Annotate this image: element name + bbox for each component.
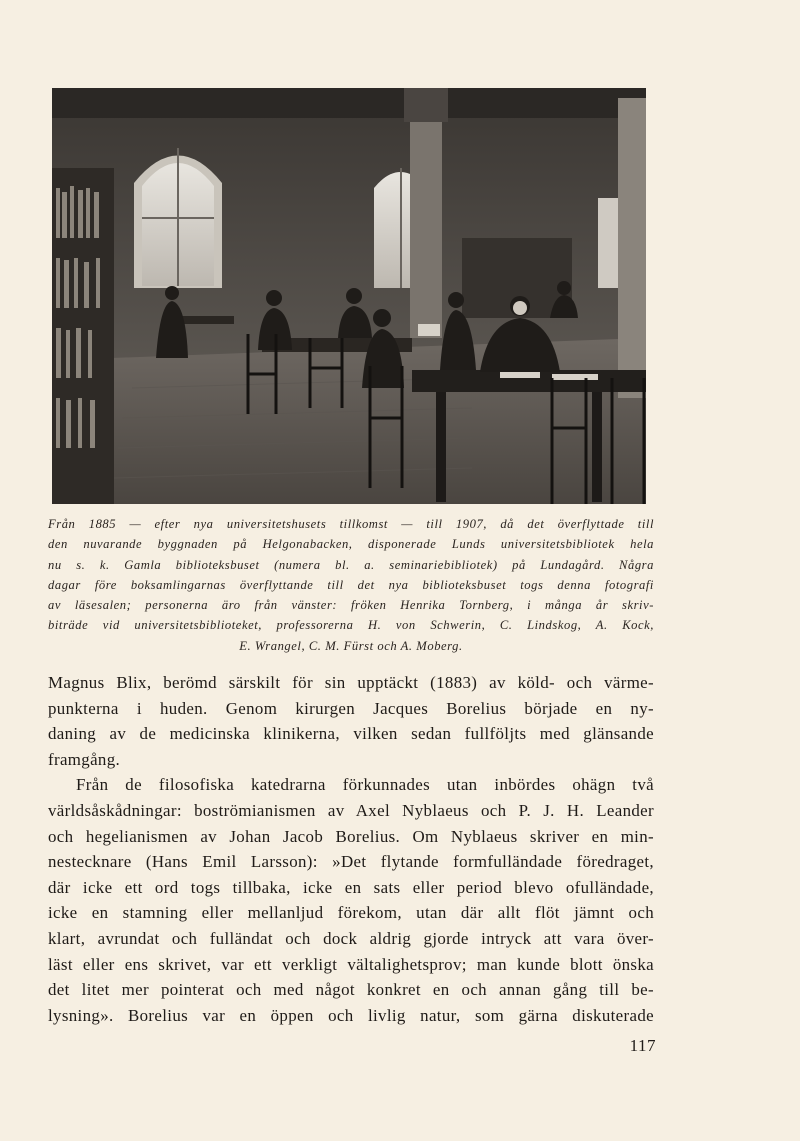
photo-caption: [48, 514, 654, 656]
text-line: daning av de medicinska klinikerna, vilken sedan fullföljts med glänsande: [48, 724, 654, 744]
text-line: nestecknare (Hans Emil Larsson): »Det flytande formfulländade föredraget,: [48, 852, 654, 872]
caption-line: den nuvarande byggnaden på Helgonabacken, disponerade Lunds universitetsbibliotek hela: [48, 537, 654, 552]
text-line: och hegelianismen av Johan Jacob Borelius. Om Nyblaeus skriver en min-: [48, 826, 654, 846]
text-line: Magnus Blix, berömd särskilt för sin upptäckt (1883) av köld- och värme-: [48, 673, 654, 692]
text-line: det litet mer pointerat och med något konkret en och annan gång till be-: [48, 980, 654, 1000]
body-text: [48, 670, 654, 1028]
text-line: framgång.: [48, 749, 121, 769]
reading-room-photograph: [52, 88, 646, 504]
caption-line: E. Wrangel, C. M. Fürst och A. Moberg.: [239, 638, 463, 653]
caption-line: Från 1885 — efter nya universitetshusets tillkomst — till 1907, då det överflyttade till: [48, 517, 654, 531]
photograph-illustration: [52, 88, 646, 504]
caption-line: nu s. k. Gamla biblioteksbuset (numera bl. a. seminariebibliotek) på Lundagård. Några: [48, 557, 654, 572]
caption-line: biträde vid universitetsbiblioteket, professorerna H. von Schwerin, C. Lindskog, A. Kock,: [48, 618, 654, 633]
text-line: punkterna i huden. Genom kirurgen Jacques Borelius började en ny-: [48, 698, 654, 718]
caption-line: dagar före boksamlingarnas överflyttande till det nya biblioteksbuset togs denna fotografi: [48, 577, 654, 592]
text-line: världsåskådningar: boströmianismen av Axel Nyblaeus och P. J. H. Leander: [48, 800, 654, 820]
caption-line: av läsesalen; personerna äro från vänster: fröken Henrika Tornberg, i många år skriv-: [48, 598, 654, 613]
text-line: klart, avrundat och fulländat och dock aldrig gjorde intryck att vara över-: [48, 928, 654, 948]
text-line: där icke ett ord togs tillbaka, icke en sats eller period blevo ofulländade,: [48, 877, 654, 897]
text-line: icke en stamning eller mellanljud förekom, utan där allt flöt jämnt och: [48, 903, 654, 923]
text-line: lysning». Borelius var en öppen och livlig natur, som gärna diskuterade: [48, 1005, 654, 1025]
text-line: Från de filosofiska katedrarna förkunnades utan inbördes ohägn två: [76, 775, 654, 795]
text-line: läst eller ens skrivet, var ett verkligt vältalighetsprov; man kunde blott önska: [48, 954, 654, 974]
page-number: 117: [629, 1036, 656, 1055]
